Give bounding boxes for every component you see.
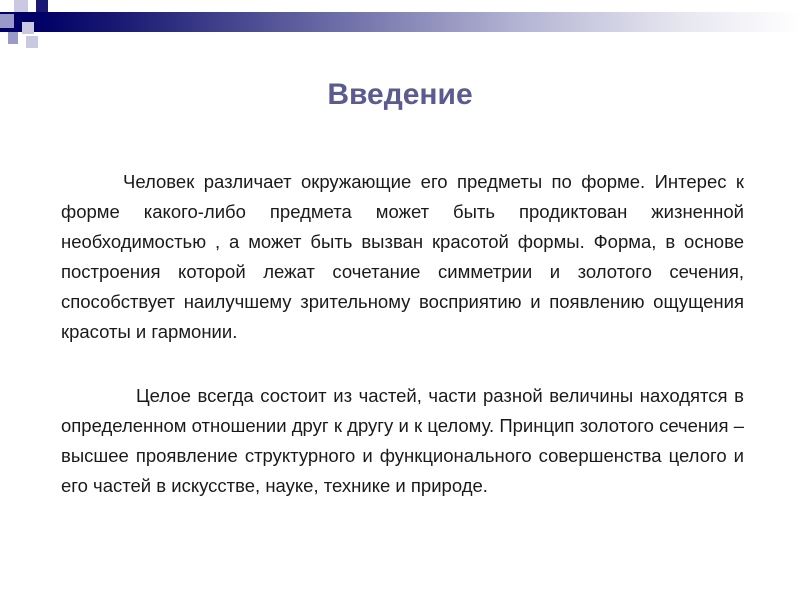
decor-square (0, 14, 14, 28)
intro-paragraph: Человек различает окружающие его предметы по форме. Интерес к форме какого-либо предмета может быть продиктован жизненной необходимостью , а может быть вызван красотой формы. Форма, в основе построения которой лежат сочетание симметрии и золотого сечения, способствует наилучшему зрительному восприятию и появлению ощущения красоты и гармонии. (61, 171, 744, 342)
decor-square (8, 32, 18, 44)
decor-square (26, 36, 38, 48)
decor-square (22, 22, 34, 34)
decor-square (36, 0, 48, 12)
decor-square (14, 0, 28, 12)
slide-title: Введение (327, 78, 473, 111)
golden-section-paragraph: Целое всегда состоит из частей, части разной величины находятся в определенном отношении друг к другу и к целому. Принцип золотого сечения – высшее проявление структурного и функционального совершенства целого и его частей в искусстве, науке, технике и природе. (61, 385, 744, 496)
gradient-header-band (0, 12, 800, 32)
